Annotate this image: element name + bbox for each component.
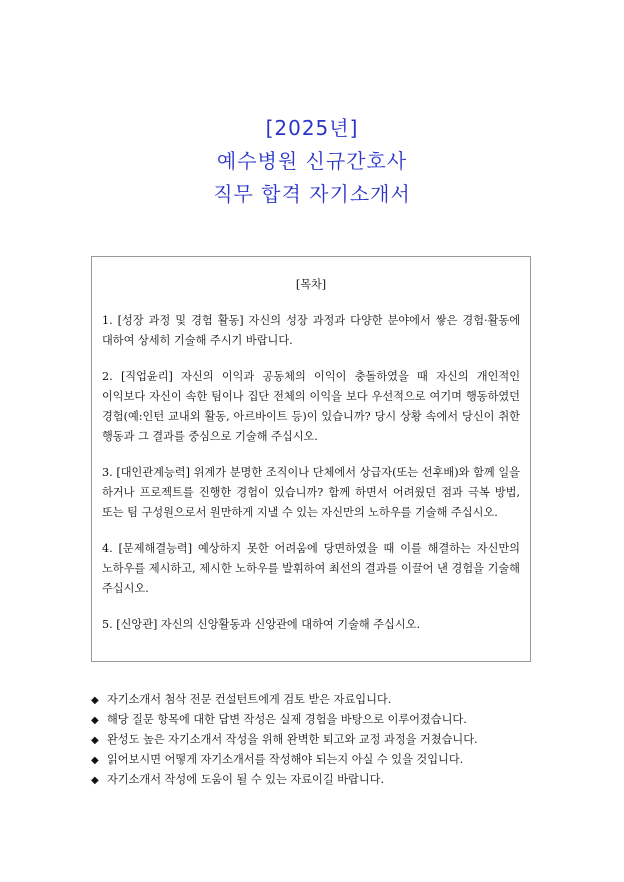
note-item xyxy=(91,750,551,770)
note-text: 읽어보시면 어떻게 자기소개서를 작성해야 되는지 아실 수 있을 것입니다. xyxy=(107,753,464,766)
diamond-bullet-icon: ◆ xyxy=(91,735,99,746)
note-item xyxy=(91,690,551,710)
title-subject: 직무 합격 자기소개서 xyxy=(213,182,411,206)
diamond-bullet-icon: ◆ xyxy=(91,695,99,706)
note-text: 자기소개서 작성에 도움이 될 수 있는 자료이길 바랍니다. xyxy=(107,773,385,786)
note-item xyxy=(91,770,551,790)
diamond-bullet-icon: ◆ xyxy=(91,775,99,786)
note-item xyxy=(91,710,551,730)
table-of-contents-box xyxy=(91,256,531,662)
toc-item-interpersonal: 3. [대인관계능력] 위계가 분명한 조직이나 단체에서 상급자(또는 선후배)와 함께 일을 하거나 프로젝트를 진행한 경험이 있습니까? 함께 하면서 어려웠던 점과 극복 방법, 또는 팀 구성원으로서 원만하게 지낼 수 있는 자신만의 노하우를 기술해 주십시오. xyxy=(102,466,520,519)
title-hospital: 예수병원 신규간호사 xyxy=(216,149,408,173)
diamond-bullet-icon: ◆ xyxy=(91,715,99,726)
toc-heading: [목차] xyxy=(295,278,327,291)
title-year: [2025년] xyxy=(265,116,359,140)
diamond-bullet-icon: ◆ xyxy=(91,755,99,766)
toc-item-problem-solving: 4. [문제해결능력] 예상하지 못한 어려움에 당면하였을 때 이를 해결하는 자신만의 노하우를 제시하고, 제시한 노하우를 발휘하여 최선의 결과를 이끌어 낸 경험을 기술해 주십시오. xyxy=(102,542,520,595)
note-item xyxy=(91,730,551,750)
toc-item-growth: 1. [성장 과정 및 경험 활동] 자신의 성장 과정과 다양한 분야에서 쌓은 경험·활동에 대하여 상세히 기술해 주시기 바랍니다. xyxy=(102,314,520,347)
document-title xyxy=(0,112,624,211)
toc-item-faith: 5. [신앙관] 자신의 신앙활동과 신앙관에 대하여 기술해 주십시오. xyxy=(102,618,421,631)
note-text: 완성도 높은 자기소개서 작성을 위해 완벽한 퇴고와 교정 과정을 거쳤습니다. xyxy=(107,733,478,746)
note-text: 자기소개서 첨삭 전문 컨설턴트에게 검토 받은 자료입니다. xyxy=(107,693,392,706)
note-text: 해당 질문 항목에 대한 답변 작성은 실제 경험을 바탕으로 이루어졌습니다. xyxy=(107,713,467,726)
notes-list xyxy=(91,690,551,790)
toc-item-ethics: 2. [직업윤리] 자신의 이익과 공동체의 이익이 충돌하였을 때 자신의 개인적인 이익보다 자신이 속한 팀이나 집단 전체의 이익을 보다 우선적으로 여기며 행동하였던 경험(예:인턴 교내외 활동, 아르바이트 등)이 있습니까? 당시 상황 속에서 당신이 취한 행동과 그 결과를 중심으로 기술해 주십시오. xyxy=(102,370,520,443)
